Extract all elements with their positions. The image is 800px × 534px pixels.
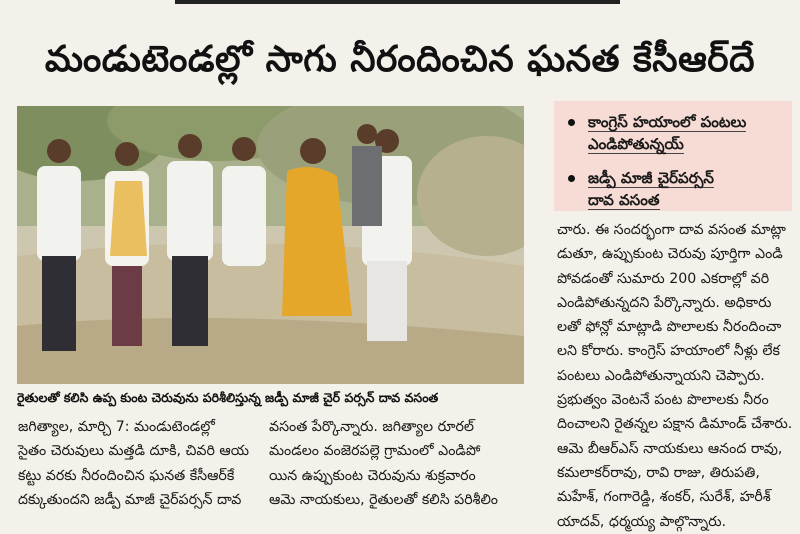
article-line: వసంత పేర్కొన్నారు. జగిత్యాల రూరల్ xyxy=(269,419,474,435)
article-line: లని కోరారు. కాంగ్రెస్ హయాంలో నీళ్లు లేక xyxy=(557,343,780,360)
article-line: కట్టు వరకు నీరందించిన ఘనత కేసీఆర్‌కే xyxy=(18,467,235,484)
highlight-line: కాంగ్రెస్ హయాంలో పంటలు xyxy=(588,113,747,131)
article-line: మహేశ్, గంగారెడ్డి, శంకర్, సురేశ్, హరీశ్ xyxy=(557,489,771,506)
article-line: దక్కుతుందని జడ్పీ మాజీ చైర్‌పర్సన్ దావ xyxy=(18,491,242,508)
highlight-item xyxy=(562,167,784,211)
article-column-3 xyxy=(557,218,795,534)
headline: మండుటెండల్లో సాగు నీరందించిన ఘనత కేసీఆర్‌దే xyxy=(44,39,756,80)
article-line: మండలం వంజెరపల్లె గ్రామంలో ఎండిపో xyxy=(269,443,481,460)
highlight-line: దావ వసంత xyxy=(588,191,660,209)
article-line: యిన ఉప్పుకుంట చెరువును శుక్రవారం xyxy=(269,467,476,484)
photo-illustration xyxy=(17,106,524,384)
highlight-line: ఎండిపోతున్నయ్ xyxy=(588,135,684,153)
article-column-2 xyxy=(269,415,529,512)
article-line: ఆమె నాయకులు, రైతులతో కలిసి పరిశీలిం xyxy=(269,491,498,508)
article-line: యాదవ్, ధర్మయ్య పాల్గొన్నారు. xyxy=(557,513,727,530)
bullet-icon xyxy=(568,119,575,126)
article-line: ఆమె బీఆర్ఎస్ నాయకులు ఆనంద రావు, xyxy=(557,440,783,457)
article-line: పంటలు ఎండిపోతున్నాయని చెప్పారు. xyxy=(557,367,765,384)
article-line: దించాలని రైతన్నల పక్షాన డిమాండ్ చేశారు. xyxy=(557,416,793,433)
article-line: లతో ఫోన్లో మాట్లాడి పొలాలకు నీరందించా xyxy=(557,319,782,336)
article-line: జగిత్యాల, మార్చి 7: మండుటెండల్లో xyxy=(18,419,215,435)
article-line: పోవడంతో సుమారు 200 ఎకరాల్లో వరి xyxy=(557,270,770,287)
article-line: సైతం చెరువులు మత్తడి దూకి, చివరి ఆయ xyxy=(18,443,249,460)
news-photo xyxy=(17,106,524,384)
top-rule xyxy=(175,0,620,4)
article-line: ప్రభుత్వం వెంటనే పంట పొలాలకు నీరం xyxy=(557,392,769,409)
photo-caption: రైతులతో కలిసి ఉప్ప కుంట చెరువును పరిశీలిస్తున్న జడ్పీ మాజీ చైర్ పర్సన్ దావ వసంత xyxy=(17,390,439,405)
highlights-box xyxy=(554,101,792,211)
highlight-item xyxy=(562,111,784,155)
article-line: కమలాకర్‌రావు, రావి రాజు, తిరుపతి, xyxy=(557,464,760,481)
highlight-line: జడ్పీ మాజీ చైర్‌పర్సన్ xyxy=(588,169,714,187)
article-column-1 xyxy=(18,415,258,512)
article-line: ఎండిపోతున్నదని పేర్కొన్నారు. అధికారు xyxy=(557,294,772,311)
bullet-icon xyxy=(568,175,575,182)
article-line: డుతూ, ఉప్పుకుంట చెరువు పూర్తిగా ఎండి xyxy=(557,246,783,263)
article-line: చారు. ఈ సందర్భంగా దావ వసంత మాట్లా xyxy=(557,222,786,238)
